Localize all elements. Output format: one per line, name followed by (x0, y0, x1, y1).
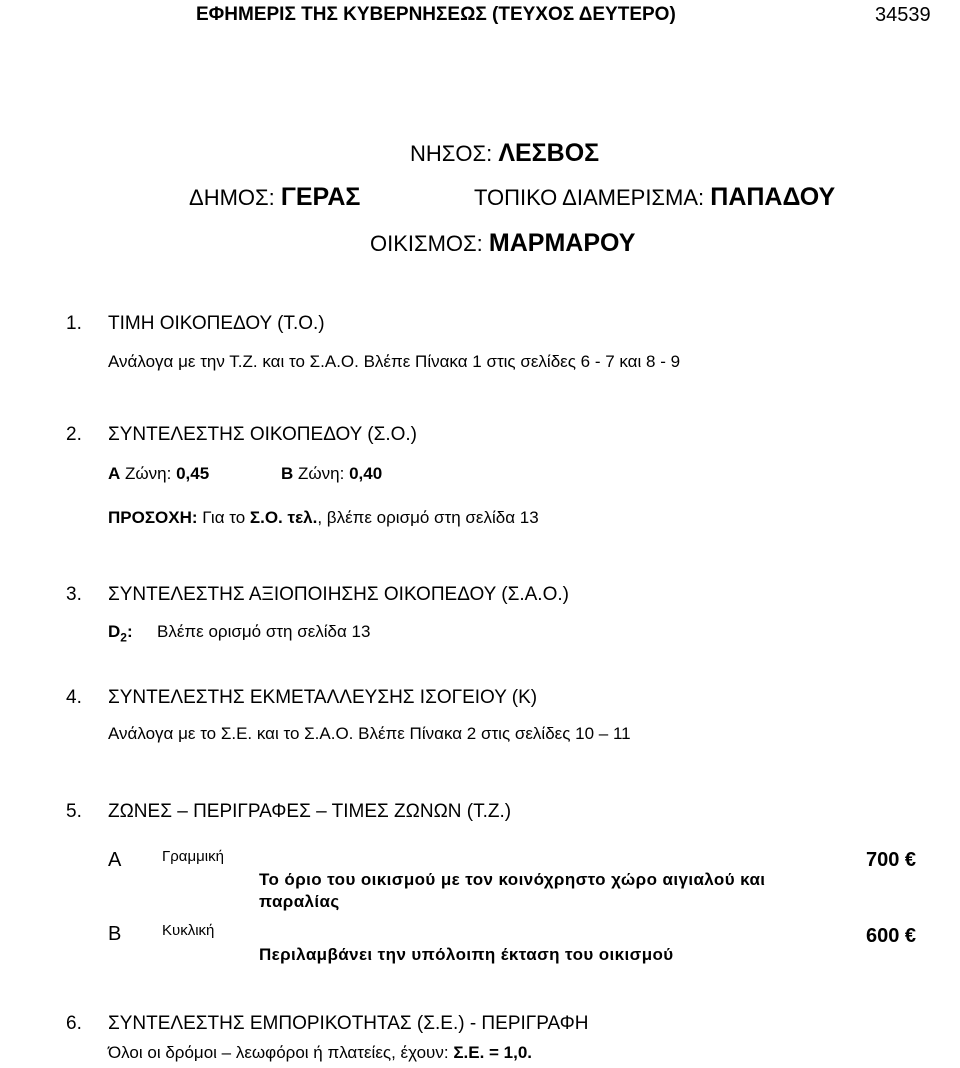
zone-row-description: Περιλαμβάνει την υπόλοιπη έκταση του οικισμού (259, 945, 674, 964)
section-1-number: 1. (66, 313, 82, 334)
municipality-line (189, 183, 360, 212)
d-letter: D (108, 622, 121, 641)
attention-text-2: , βλέπε ορισμό στη σελίδα 13 (317, 508, 539, 527)
zone-b-value: 0,40 (349, 464, 383, 483)
section-6-number: 6. (66, 1013, 82, 1034)
section-4-text: Ανάλογα με το Σ.Ε. και το Σ.Α.Ο. Βλέπε Πίνακα 2 στις σελίδες 10 – 11 (108, 724, 631, 743)
local-community-line (474, 183, 835, 212)
zone-row-price: 600 € (866, 925, 917, 947)
zone-row-letter: Β (108, 923, 122, 945)
zone-b-factor (281, 464, 382, 484)
municipality-value: ΓΕΡΑΣ (280, 183, 361, 211)
zone-row-description-cont: παραλίας (259, 892, 340, 911)
settlement-value: ΜΑΡΜΑΡΟΥ (488, 229, 636, 257)
section-1-title: ΤΙΜΗ ΟΙΚΟΠΕΔΟΥ (Τ.Ο.) (108, 313, 325, 334)
page-number: 34539 (875, 4, 931, 26)
settlement-label: ΟΙΚΙΣΜΟΣ: (370, 231, 483, 256)
section-6-title: ΣΥΝΤΕΛΕΣΤΗΣ ΕΜΠΟΡΙΚΟΤΗΤΑΣ (Σ.Ε.) - ΠΕΡΙΓΡΑΦΗ (108, 1013, 589, 1034)
section-3-title: ΣΥΝΤΕΛΕΣΤΗΣ ΑΞΙΟΠΟΙΗΣΗΣ ΟΙΚΟΠΕΔΟΥ (Σ.Α.Ο.) (108, 584, 569, 605)
section-5-title: ΖΩΝΕΣ – ΠΕΡΙΓΡΑΦΕΣ – ΤΙΜΕΣ ΖΩΝΩΝ (Τ.Ζ.) (108, 801, 512, 822)
settlement-line (370, 229, 635, 258)
attention-text-1: Για το (202, 508, 246, 527)
section-2-title: ΣΥΝΤΕΛΕΣΤΗΣ ΟΙΚΟΠΕΔΟΥ (Σ.Ο.) (108, 424, 418, 445)
island-line (410, 139, 599, 168)
local-label: ΤΟΠΙΚΟ ΔΙΑΜΕΡΙΣΜΑ: (474, 185, 705, 210)
zone-a-factor (108, 464, 209, 484)
gazette-title: ΕΦΗΜΕΡΙΣ ΤΗΣ ΚΥΒΕΡΝΗΣΕΩΣ (ΤΕΥΧΟΣ ΔΕΥΤΕΡΟ) (196, 4, 676, 25)
section-6-value: Σ.Ε. = 1,0. (453, 1043, 533, 1062)
section-4-title: ΣΥΝΤΕΛΕΣΤΗΣ ΕΚΜΕΤΑΛΛΕΥΣΗΣ ΙΣΟΓΕΙΟΥ (Κ) (108, 687, 538, 708)
island-value: ΛΕΣΒΟΣ (498, 139, 600, 167)
attention-term: Σ.Ο. τελ. (249, 508, 318, 527)
zone-b-letter: Β (281, 464, 294, 483)
d-colon: : (126, 622, 133, 641)
section-4-number: 4. (66, 687, 82, 708)
section-3-text: Βλέπε ορισμό στη σελίδα 13 (157, 622, 371, 641)
zone-a-label: Ζώνη: (125, 464, 172, 483)
d2-label (108, 622, 133, 644)
zone-row-price: 700 € (866, 849, 917, 871)
zone-row-description: Το όριο του οικισμού με τον κοινόχρηστο χώρο αιγιαλού και (259, 870, 766, 889)
attention-note (108, 508, 539, 528)
zone-row-type: Γραμμική (162, 848, 224, 865)
zone-a-value: 0,45 (176, 464, 210, 483)
zone-row-type: Κυκλική (162, 922, 215, 939)
municipality-label: ΔΗΜΟΣ: (189, 185, 275, 210)
attention-label: ΠΡΟΣΟΧΗ: (108, 508, 198, 527)
zone-b-label: Ζώνη: (298, 464, 345, 483)
zone-row-letter: Α (108, 849, 122, 871)
zone-a-letter: Α (108, 464, 121, 483)
section-5-number: 5. (66, 801, 82, 822)
island-label: ΝΗΣΟΣ: (410, 141, 493, 166)
section-6-statement: Όλοι οι δρόμοι – λεωφόροι ή πλατείες, έχουν: (108, 1043, 449, 1062)
local-value: ΠΑΠΑΔΟΥ (710, 183, 836, 211)
section-6-text (108, 1043, 532, 1063)
section-3-number: 3. (66, 584, 82, 605)
section-1-text: Ανάλογα με την Τ.Ζ. και το Σ.Α.Ο. Βλέπε Πίνακα 1 στις σελίδες 6 - 7 και 8 - 9 (108, 352, 681, 371)
section-2-number: 2. (66, 424, 82, 445)
d-subscript: 2 (120, 630, 127, 645)
